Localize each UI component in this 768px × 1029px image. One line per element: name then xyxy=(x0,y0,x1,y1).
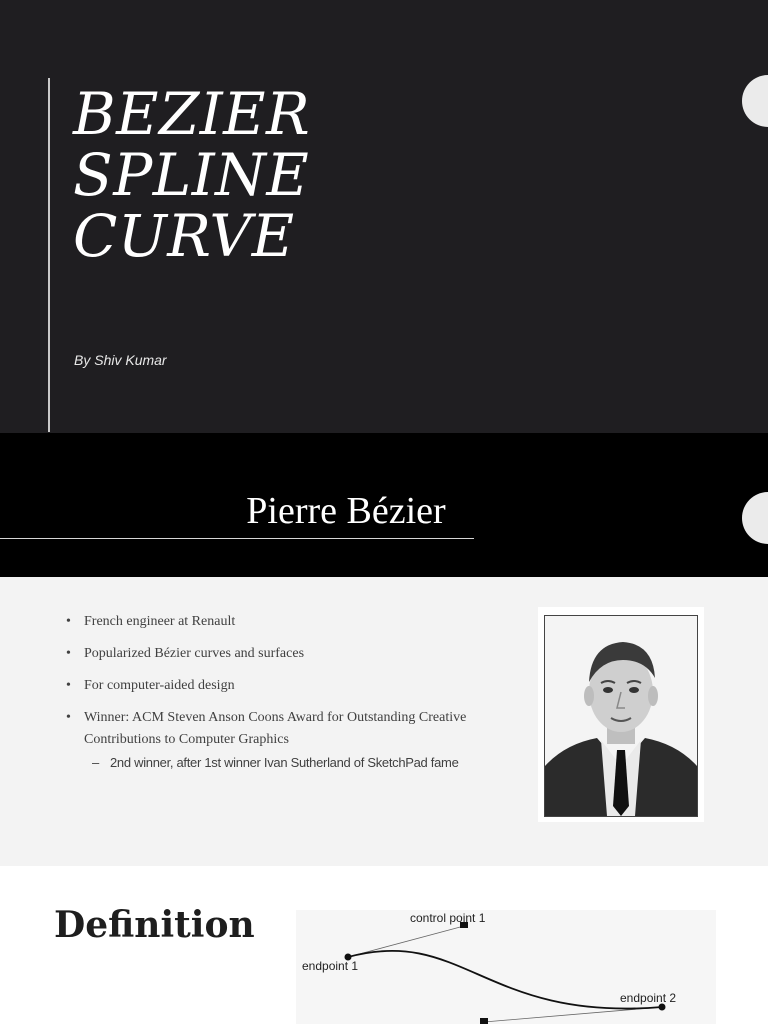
endpoint-1-label: endpoint 1 xyxy=(302,959,359,973)
control-point-1-label: control point 1 xyxy=(410,911,486,925)
slide-subtitle: By Shiv Kumar xyxy=(74,352,167,368)
portrait-illustration xyxy=(545,616,697,816)
bezier-curve-figure xyxy=(296,910,716,1024)
accent-line xyxy=(48,78,50,432)
bullet-item: • For computer-aided design xyxy=(66,675,486,697)
slide-title xyxy=(73,80,311,270)
endpoint-2-label: endpoint 2 xyxy=(620,991,677,1005)
bullet-item-with-sublist xyxy=(66,707,486,772)
portrait-frame xyxy=(538,607,704,822)
bullet-item: • Popularized Bézier curves and surfaces xyxy=(66,643,486,665)
definition-slide xyxy=(0,866,768,1024)
title-line-2: SPLINE xyxy=(73,141,310,209)
bullet-list xyxy=(66,611,486,782)
bullet-item: • French engineer at Renault xyxy=(66,611,486,633)
bezier-curve xyxy=(348,951,662,1009)
title-line-3: CURVE xyxy=(73,202,295,270)
title-line-1: BEZIER xyxy=(73,80,311,148)
definition-heading: Definition xyxy=(54,904,255,946)
bezier-diagram xyxy=(296,910,716,1024)
sub-bullet-text: 2nd winner, after 1st winner Ivan Sutherland of SketchPad fame xyxy=(110,755,459,770)
bio-slide-body xyxy=(0,577,768,866)
heading-underline xyxy=(0,538,474,539)
sub-bullet-item xyxy=(92,753,486,772)
bio-heading: Pierre Bézier xyxy=(246,490,446,532)
bullet-text: Winner: ACM Steven Anson Coons Award for Outstanding Creative Contributions to Computer Graphics xyxy=(84,710,467,747)
sub-bullet-list xyxy=(92,753,486,772)
control-point-2-marker xyxy=(480,1018,488,1024)
bio-slide-header xyxy=(0,433,768,577)
title-slide xyxy=(0,0,768,433)
portrait-photo xyxy=(544,615,698,817)
